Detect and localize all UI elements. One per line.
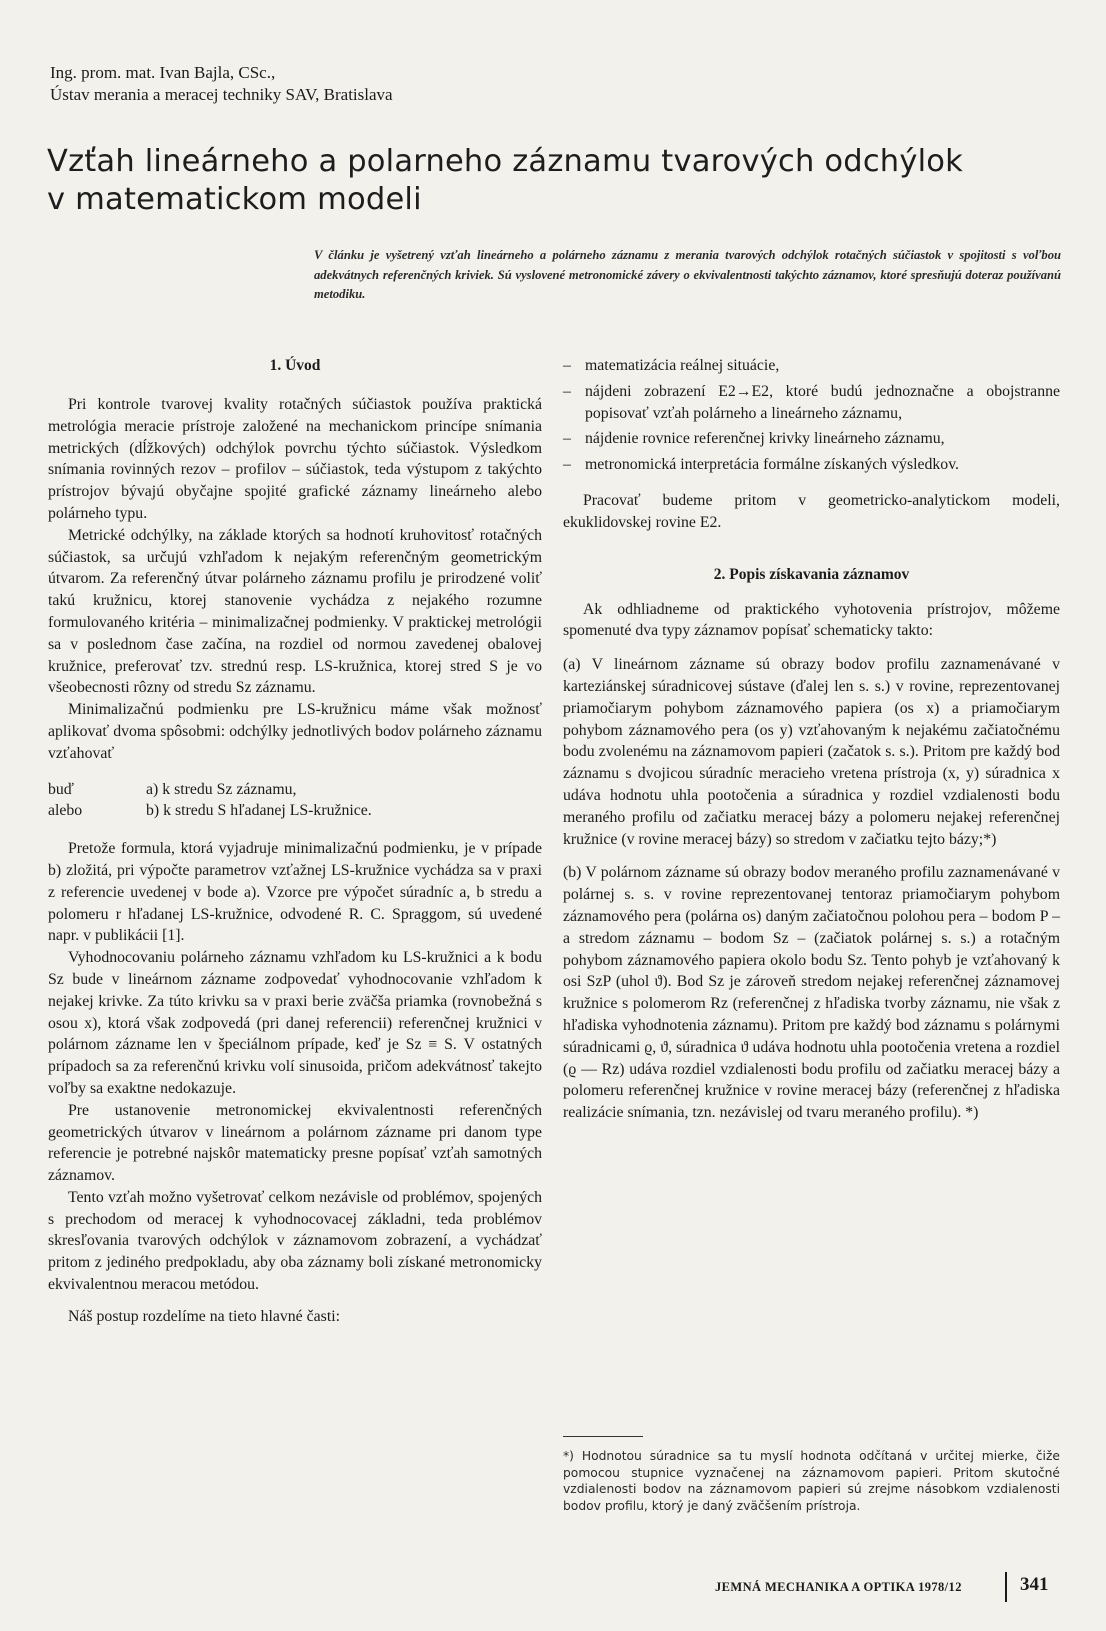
list-item: – matematizácia reálnej situácie, [563,355,1060,377]
case-a [48,779,542,801]
case-b [48,800,542,822]
abstract: V článku je vyšetrený vzťah lineárneho a polárneho záznamu z merania tvarových odchýlok rotačných súčiastok v spojitosti s voľbou adekvátnych referenčných kriviek. Sú vyslovené metronomické závery o ekvivalentnosti takýchto záznamov, ktoré spresňujú doteraz používanú metodiku. [314,248,1061,301]
page-number: 341 [1020,1574,1049,1595]
author-block [50,62,650,106]
list-item: – metronomická interpretácia formálne získaných výsledkov. [563,454,1060,476]
case-list [48,779,542,823]
section-2 [563,564,1060,1124]
journal-name: JEMNÁ MECHANIKA A OPTIKA 1978/12 [715,1580,962,1594]
footnote-rule [563,1436,643,1437]
case-b-key: alebo [48,802,83,820]
footnote: *) Hodnotou súradnice sa tu myslí hodnota odčítaná v určitej mierke, čiže pomocou stupnice vyznačenej na záznamovom papieri. Pritom skutočné vzdialenosti bodov na záznamovom papieri sú zrejme násobkom vzdialenosti bodov profilu, ktorý je daný zväčšením prístroja. [563,1449,1060,1513]
paragraph: Náš postup rozdelíme na tieto hlavné časti: [68,1307,340,1325]
paragraph: Ak odhliadneme od praktického vyhotovenia prístrojov, môžeme spomenuté dva typy záznamov popísať schematicky takto: [563,600,1060,640]
paragraph: Vyhodnocovaniu polárneho záznamu vzhľadom ku LS-kružnici a k bodu Sz bude v lineárnom zázname zodpovedať vyhodnocovanie vzhľadom k nejakej krivke. Za túto krivku sa v praxi berie zväčša priamka (rovnobežná s osou x), ktorá však zodpovedá (pri danej referencii) referenčnej kružnici v polárnom zázname len v špeciálnom prípade, keď je Sz ≡ S. V ostatných prípadoch sa za referenčnú krivku volí sinusoida, pričom adekvátnosť takejto voľby sa exaktne nedokazuje. [48,949,542,1097]
author-affiliation: Ústav merania a meracej techniky SAV, Bratislava [50,85,393,104]
paragraph: Pretože formula, ktorá vyjadruje minimalizačnú podmienku, je v prípade b) zložitá, pri výpočte parametrov vzťažnej LS-kružnice vychádza sa v praxi z referencie uvedenej v bode a). Vzorce pre výpočet súradníc a, b stredu a polomeru r hľadanej LS-kružnice, odvodené R. C. Spraggom, sú uvedené napr. v publikácii [1]. [48,840,542,945]
article-title [47,143,1067,219]
paragraph: Minimalizačnú podmienku pre LS-kružnicu máme však možnosť aplikovať dvoma spôsobmi: odchýlky jednotlivých bodov polárneho záznamu vzťahovať [48,701,542,762]
title-line-2: v matematickom modeli [47,182,422,217]
footer-separator [1005,1572,1007,1602]
paragraph-case-b: (b) V polárnom zázname sú obrazy bodov meraného profilu zaznamenávané v polárnej s. s. v rovine reprezentovanej tentoraz priamočiarym pohybom záznamového pera (polárna os) daným začiatočnou polohou pera – bodom P – a stredom záznamu – bodom Sz – (začiatok polárnej s. s.) a rotačným pohybom záznamového papiera okolo bodu Sz. Tento pohyb je vzťahovaný k osi SzP (uhol ϑ). Bod Sz je zároveň stredom nejakej referenčnej záznamovej kružnice s polomerom Rz (referenčnej z hľadiska tvorby záznamu, nie však z hľadiska vyhodnotenia záznamu). Pritom pre každý bod záznamu s polárnymi súradnicami ϱ, ϑ, súradnica ϑ udáva hodnotu uhla pootočenia vretena a rozdiel (ϱ — Rz) udáva rozdiel vzdialenosti bodu profilu od začiatku meracej bázy a polomeru referenčnej kružnice v rovine meracej bázy (referenčnej z hľadiska realizácie snímania, tzn. nezávislej od tvaru meraného profilu). *) [563,864,1060,1122]
paragraph-case-a: (a) V lineárnom zázname sú obrazy bodov profilu zaznamenávané v karteziánskej súradnicovej sústave (ďalej len s. s.) v rovine, reprezentovanej priamočiarym pohybom záznamového papiera (os x) a priamočiarym pohybom záznamového pera (os y) vzťahovaným k nejakému začiatočnému bodu zvolenému na záznamovom papieri (začatok s. s.). Pritom pre každý bod záznamu s dvojicou súradníc meracieho vretena prístroja (x, y) súradnica x udáva hodnotu uhla pootočenia a súradnica y rozdiel vzdialenosti bodu meraného profilu od začiatku meracej bázy a polomeru nejakej referenčnej kružnice (v rovine meracej bázy) so stredom v začiatku tejto bázy;*) [563,656,1060,848]
list-item: – nájdenie rovnice referenčnej krivky lineárneho záznamu, [563,428,1060,450]
title-line-1: Vzťah lineárneho a polarneho záznamu tvarových odchýlok [47,144,963,179]
paragraph: Pre ustanovenie metronomickej ekvivalentnosti referenčných geometrických útvarov v lineárnom a polárnom zázname pri danom type referencie je potrebné najskôr matematicky presne popísať vzťah samotných záznamov. [48,1101,542,1185]
paragraph: Pracovať budeme pritom v geometricko-analytickom modeli, ekuklidovskej rovine E2. [563,491,1060,531]
case-a-key: buď [48,780,75,798]
section-1-heading: 1. Úvod [269,357,321,374]
case-a-text: a) k stredu Sz záznamu, [146,780,297,798]
paragraph: Pri kontrole tvarovej kvality rotačných súčiastok používa praktická metrológia meracie prístroje založené na mechanickom princípe snímania metrických (dĺžkových) odchýlok povrchu týchto súčiastok. Výsledkom snímania rovinných rezov – profilov – súčiastok, teda výstupom z takýchto prístrojov bývajú obyčajne spojité grafické záznamy lineárneho alebo polárneho typu. [48,396,542,522]
paragraph: Tento vzťah možno vyšetrovať celkom nezávisle od problémov, spojených s prechodom od meracej k vyhodnocovacej základni, teda problémov skresľovania tvarových odchýlok v záznamovom zobrazení, a vychádzať pritom z jediného predpokladu, aby oba záznamy boli získané metronomicky ekvivalentnou meracou metódou. [48,1188,542,1294]
left-column [48,355,542,1328]
list-item: – nájdeni zobrazení E2→E2, ktoré budú jednoznačne a obojstranne popisovať vzťah polárneho a lineárneho záznamu, [563,381,1060,425]
author-name: Ing. prom. mat. Ivan Bajla, CSc., [50,63,276,82]
right-column [563,355,1060,1124]
paragraph: Metrické odchýlky, na základe ktorých sa hodnotí kruhovitosť rotačných súčiastok, sa určujú vzhľadom k nejakým referenčným geometrickým útvarom. Za referenčný útvar polárneho záznamu profilu je prirodzené voliť takú kružnicu, ktorej stanovenie vychádza z nejakého rozumne formulovaného kritéria – minimalizačnej podmienky. V praktickej metrológii sa v poslednom čase začína, na rozdiel od normou zavedenej obalovej kružnice, preferovať tzv. strednú resp. LS-kružnica, ktorej stred S je vo všeobecnosti rôzny od stredu Sz záznamu. [48,526,542,697]
plan-list [563,355,1060,476]
case-b-text: b) k stredu S hľadanej LS-kružnice. [146,802,372,820]
section-2-heading: 2. Popis získavania záznamov [713,565,910,583]
